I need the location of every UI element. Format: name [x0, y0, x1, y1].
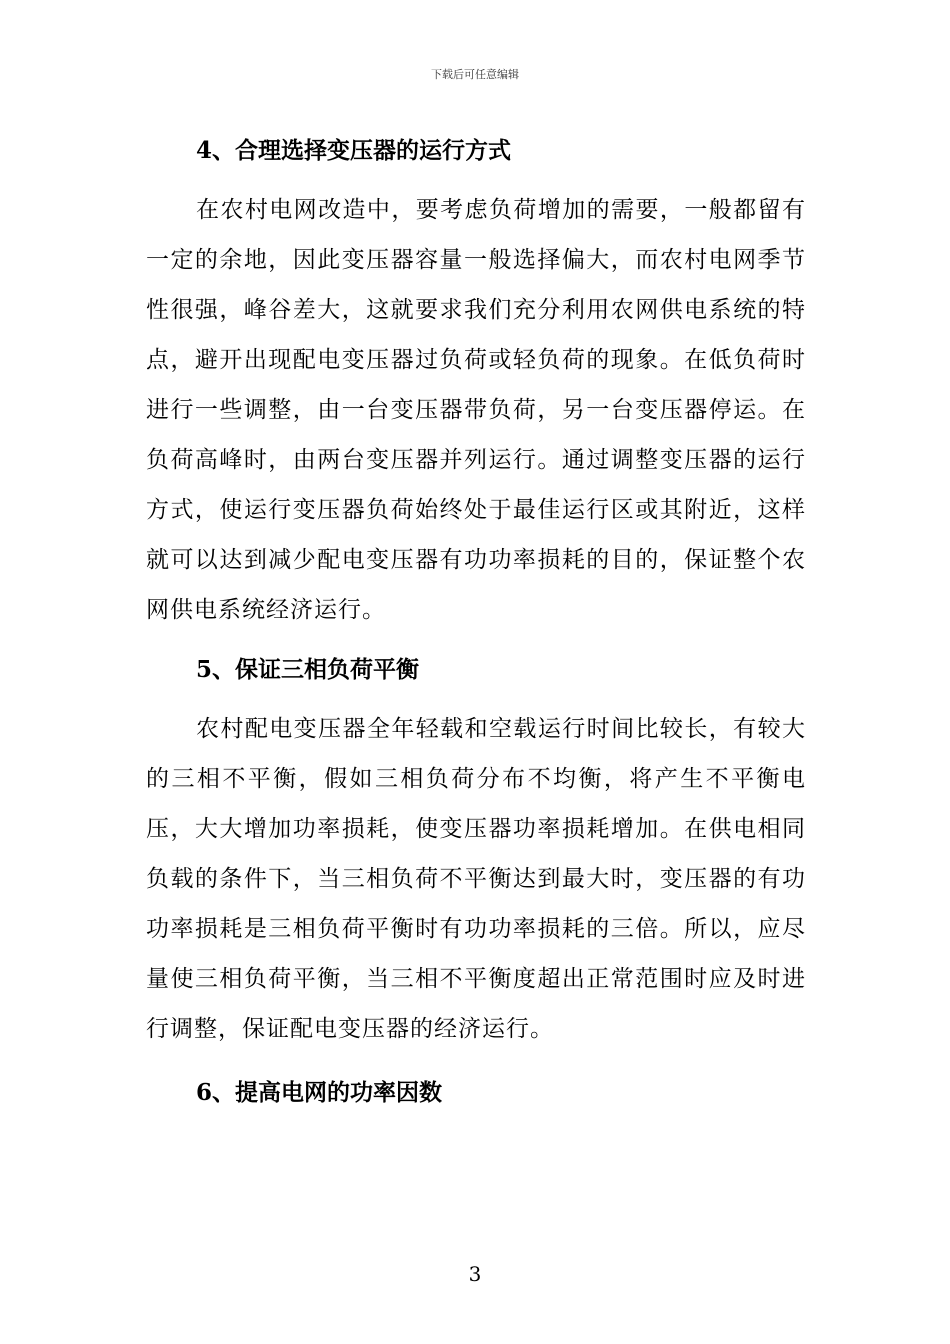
document-body	[146, 126, 806, 1118]
header-note: 下载后可任意编辑	[431, 68, 519, 81]
page-number: 3	[468, 1262, 482, 1286]
section-paragraph-5: 农村配电变压器全年轻载和空载运行时间比较长，有较大的三相不平衡，假如三相负荷分布不均衡，将产生不平衡电压，大大增加功率损耗，使变压器功率损耗增加。在供电相同负载的条件下，当三相负荷不平衡达到最大时，变压器的有功功率损耗是三相负荷平衡时有功功率损耗的三倍。所以，应尽量使三相负荷平衡，当三相不平衡度超出正常范围时应及时进行调整，保证配电变压器的经济运行。	[146, 716, 806, 1042]
section-heading-4: 4、合理选择变压器的运行方式	[196, 137, 512, 164]
section-paragraph-4: 在农村电网改造中，要考虑负荷增加的需要，一般都留有一定的余地，因此变压器容量一般选择偏大，而农村电网季节性很强，峰谷差大，这就要求我们充分利用农网供电系统的特点，避开出现配电变压器过负荷或轻负荷的现象。在低负荷时进行一些调整，由一台变压器带负荷，另一台变压器停运。在负荷高峰时，由两台变压器并列运行。通过调整变压器的运行方式，使运行变压器负荷始终处于最佳运行区或其附近，这样就可以达到减少配电变压器有功功率损耗的目的，保证整个农网供电系统经济运行。	[146, 197, 806, 623]
section-heading-5: 5、保证三相负荷平衡	[196, 656, 420, 683]
section-heading-6: 6、提高电网的功率因数	[196, 1079, 443, 1106]
